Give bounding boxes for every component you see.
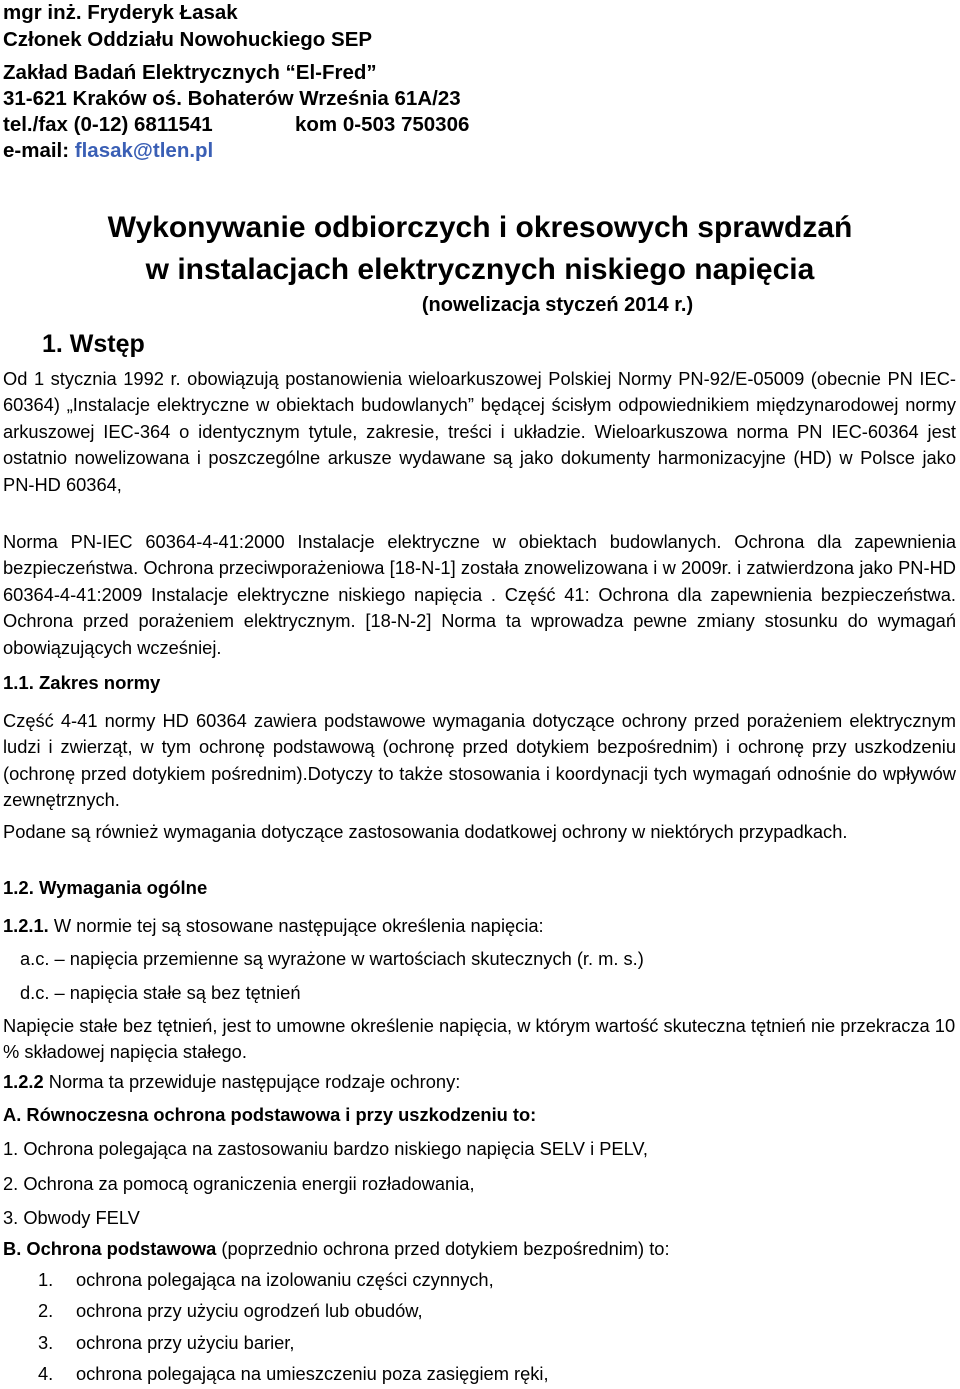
protection-group-a-heading: A. Równoczesna ochrona podstawowa i przy uszkodzeniu to: bbox=[3, 1104, 537, 1125]
company-address: 31-621 Kraków oś. Bohaterów Września 61A/23 bbox=[3, 87, 461, 110]
scope-paragraph-2: Podane są również wymagania dotyczące zastosowania dodatkowej ochrony w niektórych przypadkach. bbox=[3, 821, 848, 842]
mobile-number: kom 0-503 750306 bbox=[295, 113, 470, 136]
intro-paragraph-2: Norma PN-IEC 60364-4-41:2000 Instalacje elektryczne w obiektach budowlanych. Ochrona dla zapewnienia bezpieczeństwa. Ochrona przeciwporażeniowa [18-N-1] została znowelizowana i w 2009r. i zatwierdzona jako PN-HD 60364-4-41:2009 Instalacje elektryczne niskiego napięcia . Część 41: Ochrona dla zapewnienia bezpieczeństwa. Ochrona przed porażeniem elektrycznym. [18-N-2] Norma ta wprowadza pewne zmiany stosunku do wymagań obowiązujących wcześniej. bbox=[3, 531, 956, 658]
voltage-ac-item: a.c. – napięcia przemienne są wyrażone w wartościach skutecznych (r. m. s.) bbox=[20, 948, 644, 969]
email-line bbox=[3, 141, 213, 162]
company-name: Zakład Badań Elektrycznych “El-Fred” bbox=[3, 61, 377, 84]
email-link[interactable]: flasak@tlen.pl bbox=[74, 139, 214, 162]
list-item-number: 2. bbox=[38, 1300, 54, 1321]
email-label: e-mail: bbox=[3, 139, 75, 162]
scope-paragraph-1: Część 4-41 normy HD 60364 zawiera podstawowe wymagania dotyczące ochrony przed porażeniem elektrycznym ludzi i zwierząt, w tym ochronę podstawową (ochronę przed dotykiem bezpośrednim) i ochronę przy uszkodzeniu (ochronę przed dotykiem pośrednim).Dotyczy to także stosowania i koordynacji tych wymagań odnośnie do wpływów zewnętrznych. bbox=[3, 710, 956, 811]
protection-a-item-1: 1. Ochrona polegająca na zastosowaniu bardzo niskiego napięcia SELV i PELV, bbox=[3, 1138, 649, 1159]
protection-group-b-heading bbox=[3, 1240, 670, 1258]
list-item-text: ochrona przy użyciu barier, bbox=[76, 1332, 295, 1353]
voltage-dc-item: d.c. – napięcia stałe są bez tętnień bbox=[20, 982, 301, 1003]
section-heading-general: 1.2. Wymagania ogólne bbox=[3, 877, 208, 898]
list-item-text: ochrona polegająca na izolowaniu części czynnych, bbox=[76, 1269, 494, 1290]
section-heading-scope: 1.1. Zakres normy bbox=[3, 672, 161, 693]
dc-definition-paragraph: Napięcie stałe bez tętnień, jest to umowne określenie napięcia, w którym wartość skuteczna tętnień nie przekracza 10 % składowej napięcia stałego. bbox=[3, 1015, 956, 1063]
group-b-label: B. Ochrona podstawowa bbox=[3, 1238, 217, 1259]
intro-paragraph-1: Od 1 stycznia 1992 r. obowiązują postanowienia wieloarkuszowej Polskiej Normy PN-92/E-05009 (obecnie PN IEC-60364) „Instalacje elektryczne w obiektach budowlanych” będącej ścisłym odpowiednikiem międzynarodowej normy arkuszowej IEC-364 o identycznym tytule, zakresie, treści i układzie. Wieloarkuszowa norma PN IEC-60364 jest ostatnio nowelizowana i poszczególne arkusze wydawane są jako dokumenty harmonizacyjne (HD) w Polsce jako PN-HD 60364, bbox=[3, 368, 956, 495]
author-name: mgr inż. Fryderyk Łasak bbox=[3, 1, 238, 24]
list-item-number: 1. bbox=[38, 1269, 54, 1290]
subsection-text: Norma ta przewiduje następujące rodzaje ochrony: bbox=[43, 1071, 461, 1092]
document-title-line1: Wykonywanie odbiorczych i okresowych sprawdzań bbox=[107, 211, 853, 244]
subsection-number: 1.2.1. bbox=[3, 915, 49, 936]
subsection-number: 1.2.2 bbox=[3, 1071, 44, 1092]
protection-a-item-2: 2. Ochrona za pomocą ograniczenia energii rozładowania, bbox=[3, 1173, 475, 1194]
subsection-text: W normie tej są stosowane następujące określenia napięcia: bbox=[48, 915, 544, 936]
list-item-text: ochrona polegająca na umieszczeniu poza zasięgiem ręki, bbox=[76, 1363, 549, 1384]
group-b-description: (poprzednio ochrona przed dotykiem bezpośrednim) to: bbox=[216, 1238, 670, 1259]
list-item-number: 4. bbox=[38, 1363, 54, 1384]
list-item-number: 3. bbox=[38, 1332, 54, 1353]
document-subtitle: (nowelizacja styczeń 2014 r.) bbox=[421, 294, 694, 316]
subsection-1-2-2 bbox=[3, 1073, 460, 1091]
phone-number: tel./fax (0-12) 6811541 bbox=[3, 113, 213, 136]
author-membership: Członek Oddziału Nowohuckiego SEP bbox=[3, 28, 373, 51]
protection-a-item-3: 3. Obwody FELV bbox=[3, 1207, 140, 1228]
section-heading-intro: 1. Wstęp bbox=[42, 330, 145, 358]
document-title-line2: w instalacjach elektrycznych niskiego napięcia bbox=[145, 253, 815, 286]
subsection-1-2-1 bbox=[3, 917, 544, 935]
list-item-text: ochrona przy użyciu ogrodzeń lub obudów, bbox=[76, 1300, 423, 1321]
